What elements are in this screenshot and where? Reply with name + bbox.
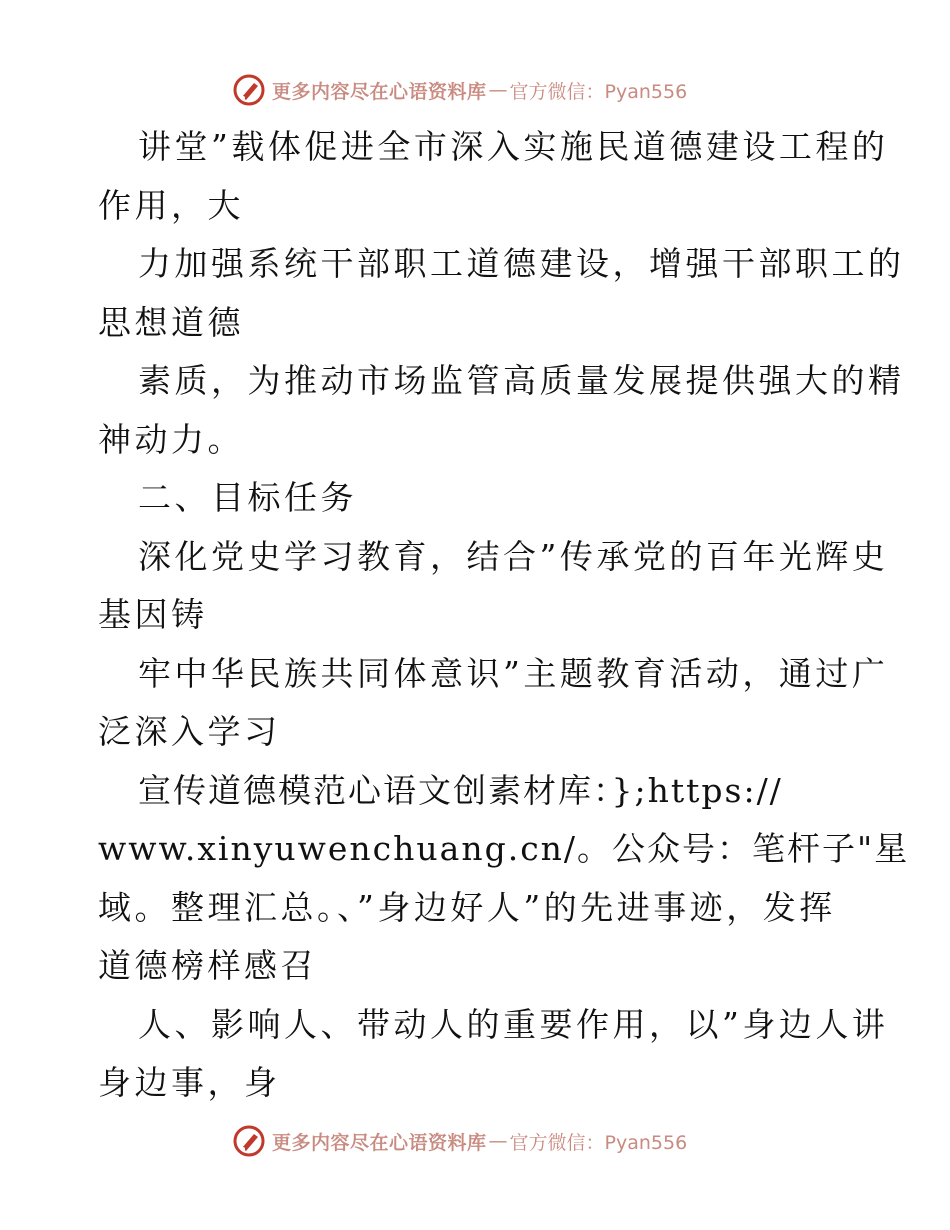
text-line: 基因铸	[98, 595, 208, 634]
banner-wechat-text: 官方微信：Pyan556	[509, 1131, 688, 1154]
pen-logo-icon	[232, 1124, 266, 1158]
text-line: 讲堂”载体促进全市深入实施民道德建设工程的	[138, 127, 889, 166]
text-line: 力加强系统干部职工道德建设，增强干部职工的	[138, 244, 905, 283]
url-line: www.xinyuwenchuang.cn/。公众号：笔杆子"星	[98, 829, 910, 868]
text-line: 人、影响人、带动人的重要作用，以”身边人讲	[138, 1004, 889, 1044]
text-line: 身边事，身	[98, 1063, 281, 1102]
footer-watermark-banner	[232, 1121, 712, 1161]
text-line: 作用，大	[98, 185, 244, 225]
banner-main-text: 更多内容尽在心语资料库	[272, 80, 487, 103]
banner-separator: —	[488, 79, 508, 101]
text-line: 道德榜样感召	[98, 946, 317, 985]
text-line: 神动力。	[98, 419, 244, 459]
header-watermark-banner	[232, 70, 712, 110]
document-body	[98, 118, 910, 1113]
pen-logo-icon	[232, 73, 266, 107]
banner-wechat-text: 官方微信：Pyan556	[509, 80, 688, 103]
banner-separator: —	[488, 1130, 508, 1152]
text-line: 深化党史学习教育，结合”传承党的百年光辉史	[138, 536, 889, 576]
text-line: 宣传道德模范心语文创素材库：};https://	[138, 770, 783, 810]
text-line: 牢中华民族共同体意识”主题教育活动，通过广	[138, 653, 889, 693]
text-line: 泛深入学习	[98, 712, 281, 751]
text-line: 域。整理汇总。、”身边好人”的先进事迹，发挥	[98, 887, 836, 927]
section-heading: 二、目标任务	[138, 478, 357, 517]
text-line: 素质，为推动市场监管高质量发展提供强大的精	[138, 361, 905, 400]
text-line: 思想道德	[98, 302, 244, 342]
banner-main-text: 更多内容尽在心语资料库	[272, 1131, 487, 1154]
